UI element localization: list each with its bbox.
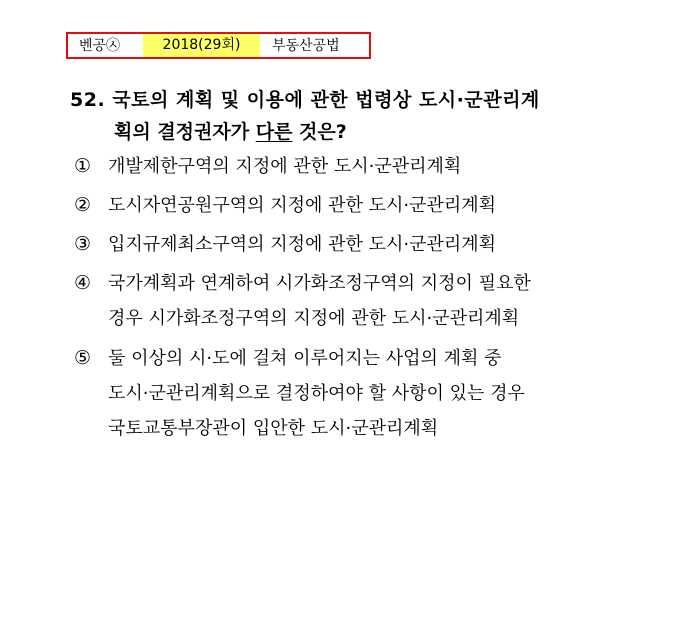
answer-option-2[interactable] (74, 188, 634, 223)
answer-option-3[interactable] (74, 227, 634, 262)
question-text-2a: 획의 결정권자가 (114, 121, 256, 143)
option-text-continued: 국토교통부장관이 입안한 도시·군관리계획 (108, 418, 439, 439)
answer-option-5[interactable] (74, 341, 634, 446)
option-text-continued: 경우 시가화조정구역의 지정에 관한 도시·군관리계획 (108, 308, 520, 329)
option-marker: ④ (74, 272, 92, 294)
option-text: 둘 이상의 시·도에 걸쳐 이루어지는 사업의 계획 중 (108, 348, 502, 369)
instructor-tag: 벤공㉦ (79, 38, 121, 54)
question-number: 52. (70, 89, 106, 111)
subject-tag: 부동산공법 (272, 38, 340, 54)
option-text: 입지규제최소구역의 지정에 관한 도시·군관리계획 (108, 234, 497, 255)
question-line-1 (70, 84, 630, 116)
question-text-1: 국토의 계획 및 이용에 관한 법령상 도시·군관리계 (112, 89, 540, 111)
option-marker: ③ (74, 233, 92, 255)
exam-year-badge: 2018(29회) (143, 34, 260, 57)
option-text: 국가계획과 연계하여 시가화조정구역의 지정이 필요한 (108, 273, 531, 294)
option-text-continued: 도시·군관리계획으로 결정하여야 할 사항이 있는 경우 (108, 383, 525, 404)
question-emphasis: 다른 (255, 121, 293, 143)
option-text: 도시자연공원구역의 지정에 관한 도시·군관리계획 (108, 195, 497, 216)
option-marker: ⑤ (74, 347, 92, 369)
option-marker: ② (74, 194, 92, 216)
question-stem (70, 84, 630, 148)
option-marker: ① (74, 155, 92, 177)
option-text: 개발제한구역의 지정에 관한 도시·군관리계획 (108, 156, 462, 177)
question-text-2b: 것은? (292, 121, 347, 143)
question-line-2 (70, 116, 630, 148)
answer-option-4[interactable] (74, 266, 634, 336)
answer-option-1[interactable] (74, 149, 634, 184)
